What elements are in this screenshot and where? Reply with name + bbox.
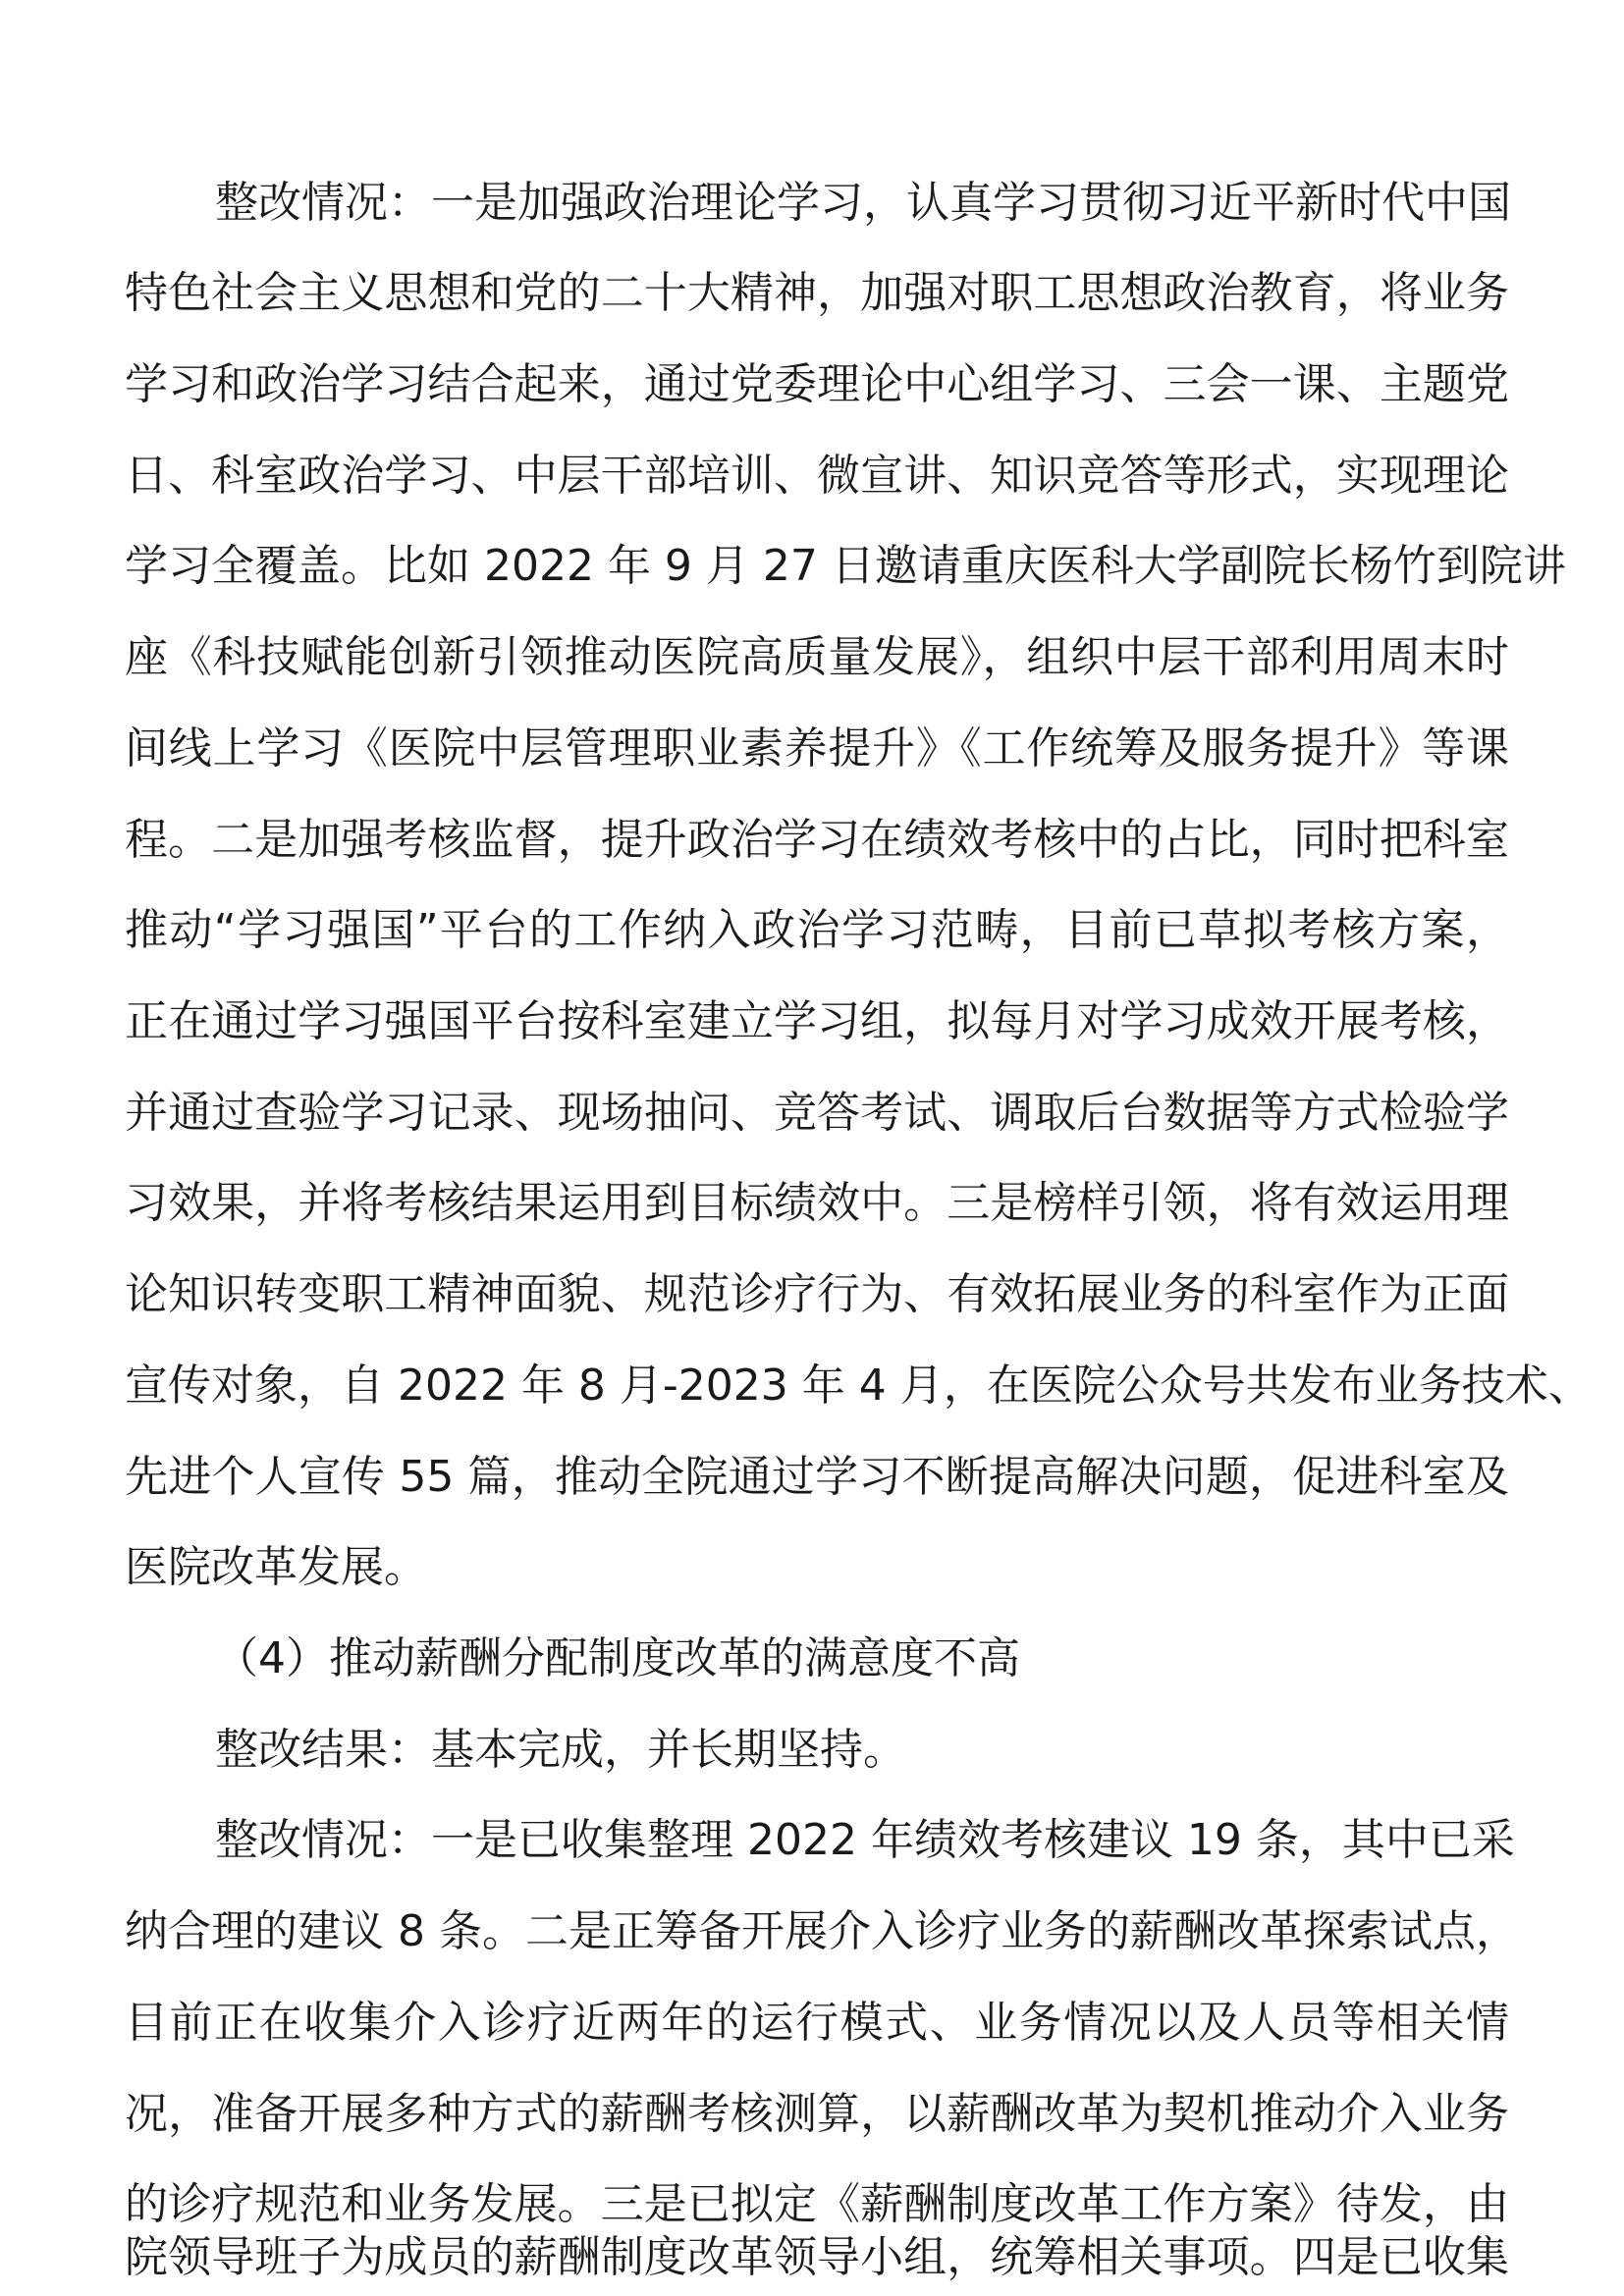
paragraph-1-line-7: 间线上学习《医院中层管理职业素养提升》《工作统筹及服务提升》等课 — [125, 723, 1509, 774]
paragraph-1-line-16: 医院改革发展。 — [125, 1542, 427, 1592]
paragraph-2-line-4: 况，准备开展多种方式的薪酬考核测算，以薪酬改革为契机推动介入业务 — [125, 2089, 1509, 2139]
paragraph-2-line-1: 整改情况：一是已收集整理 2022 年绩效考核建议 19 条，其中已采 — [215, 1815, 1515, 1865]
paragraph-1-line-10: 正在通过学习强国平台按科室建立学习组，拟每月对学习成效开展考核， — [125, 996, 1509, 1046]
paragraph-2-line-2: 纳合理的建议 8 条。二是正筹备开展介入诊疗业务的薪酬改革探索试点， — [125, 1906, 1519, 1956]
paragraph-1-line-5: 学习全覆盖。比如 2022 年 9 月 27 日邀请重庆医科大学副院长杨竹到院讲 — [125, 541, 1566, 591]
paragraph-1-line-1: 整改情况：一是加强政治理论学习，认真学习贯彻习近平新时代中国 — [215, 178, 1511, 228]
paragraph-2-line-3: 目前正在收集介入诊疗近两年的运行模式、业务情况以及人员等相关情 — [125, 1998, 1509, 2048]
paragraph-1-line-2: 特色社会主义思想和党的二十大精神，加强对职工思想政治教育，将业务 — [125, 268, 1509, 318]
paragraph-1-line-3: 学习和政治学习结合起来，通过党委理论中心组学习、三会一课、主题党 — [125, 359, 1509, 409]
paragraph-2-line-5: 的诊疗规范和业务发展。三是已拟定《薪酬制度改革工作方案》待发，由 — [125, 2179, 1509, 2229]
paragraph-1-line-12: 习效果，并将考核结果运用到目标绩效中。三是榜样引领，将有效运用理 — [125, 1178, 1509, 1228]
paragraph-1-line-8: 程。二是加强考核监督，提升政治学习在绩效考核中的占比，同时把科室 — [125, 815, 1509, 865]
section-heading: （4）推动薪酬分配制度改革的满意度不高 — [215, 1633, 1020, 1683]
paragraph-1-line-13: 论知识转变职工精神面貌、规范诊疗行为、有效拓展业务的科室作为正面 — [125, 1269, 1509, 1319]
paragraph-2-line-6: 院领导班子为成员的薪酬制度改革领导小组，统筹相关事项。四是已收集 — [125, 2232, 1509, 2282]
result-line: 整改结果：基本完成，并长期坚持。 — [215, 1725, 906, 1775]
paragraph-1-line-11: 并通过查验学习记录、现场抽问、竞答考试、调取后台数据等方式检验学 — [125, 1088, 1509, 1138]
paragraph-1-line-14: 宣传对象，自 2022 年 8 月-2023 年 4 月，在医院公众号共发布业务技术、 — [125, 1361, 1592, 1411]
paragraph-1-line-15: 先进个人宣传 55 篇，推动全院通过学习不断提高解决问题，促进科室及 — [125, 1452, 1509, 1502]
paragraph-1-line-9: 推动“学习强国”平台的工作纳入政治学习范畴，目前已草拟考核方案， — [125, 905, 1509, 955]
paragraph-1-line-4: 日、科室政治学习、中层干部培训、微宣讲、知识竞答等形式，实现理论 — [125, 451, 1509, 501]
paragraph-1-line-6: 座《科技赋能创新引领推动医院高质量发展》，组织中层干部利用周末时 — [125, 632, 1509, 682]
